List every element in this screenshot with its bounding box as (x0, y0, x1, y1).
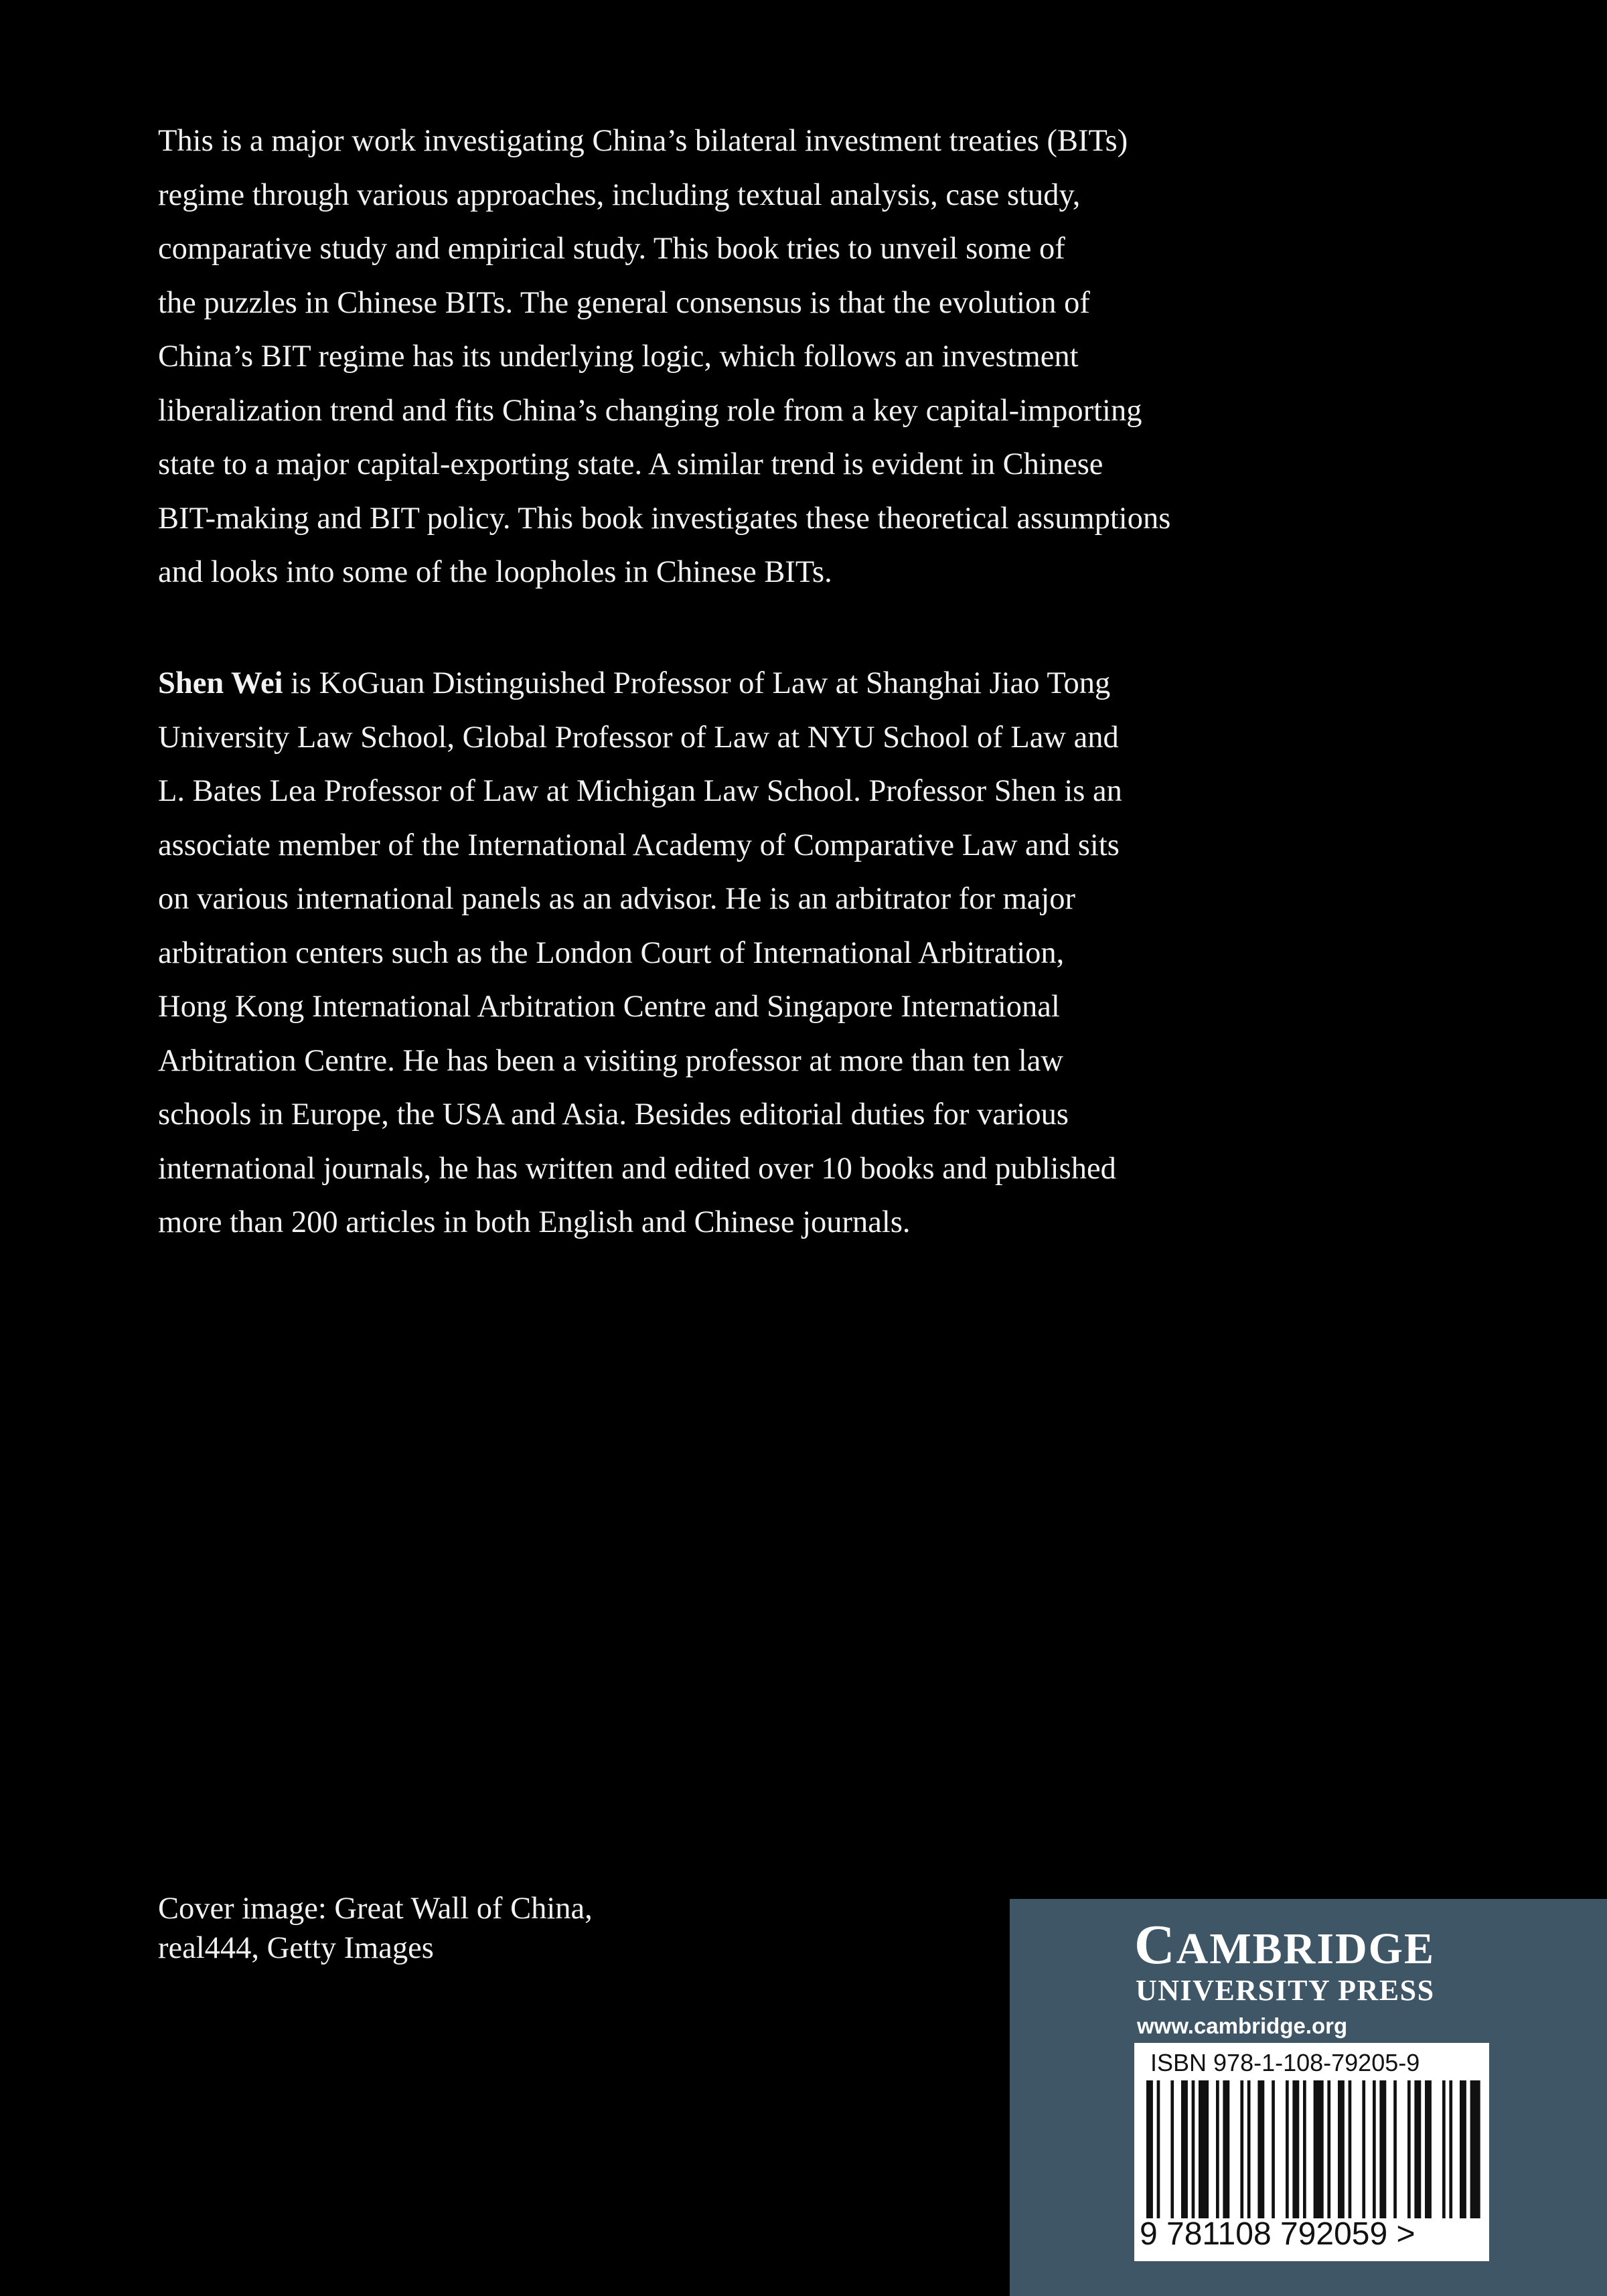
bio-line: Arbitration Centre. He has been a visiting professor at more than ten law (158, 1043, 1063, 1078)
barcode-digits: 9 781108 792059 > (1140, 2216, 1415, 2252)
barcode-bar (1286, 2080, 1289, 2218)
barcode-bar (1449, 2080, 1452, 2218)
description-line: state to a major capital-exporting state. A similar trend is evident in Chinese (158, 447, 1103, 481)
barcode-bar (1314, 2080, 1324, 2218)
publisher-logo (1134, 1915, 1435, 1979)
barcode-bar (1199, 2080, 1209, 2218)
cover-image-credit (158, 1889, 593, 1968)
description-line: regime through various approaches, including textual analysis, case study, (158, 177, 1081, 212)
publisher-website: www.cambridge.org (1137, 2013, 1348, 2038)
barcode-bar (1192, 2080, 1195, 2218)
barcode-bar (1240, 2080, 1243, 2218)
bio-first-line-text: is KoGuan Distinguished Professor of Law at Shanghai Jiao Tong (283, 666, 1111, 700)
barcode-bar (1223, 2080, 1229, 2218)
barcode-bar (1157, 2080, 1160, 2218)
bio-line: associate member of the International Academy of Comparative Law and sits (158, 828, 1120, 862)
barcode-bar (1303, 2080, 1306, 2218)
description-line: comparative study and empirical study. This book tries to unveil some of (158, 232, 1065, 266)
barcode-bars (1142, 2080, 1481, 2218)
barcode-bar (1442, 2080, 1446, 2218)
author-bio (158, 657, 1336, 1250)
barcode-bar (1292, 2080, 1299, 2218)
description-line: the puzzles in Chinese BITs. The general consensus is that the evolution of (158, 285, 1090, 320)
barcode-bar (1170, 2080, 1174, 2218)
bio-line: Hong Kong International Arbitration Centre and Singapore International (158, 990, 1060, 1024)
barcode-bar (1470, 2080, 1480, 2218)
description-line: liberalization trend and fits China’s changing role from a key capital-importing (158, 393, 1142, 428)
publisher-subtitle: UNIVERSITY PRESS (1136, 1974, 1435, 2007)
barcode-bar (1425, 2080, 1432, 2218)
barcode (1134, 2043, 1489, 2261)
bio-line: schools in Europe, the USA and Asia. Besides editorial duties for various (158, 1097, 1069, 1132)
bio-first-line (158, 657, 1336, 711)
logo-rest: AMBRIDGE (1176, 1924, 1436, 1973)
description-line: This is a major work investigating China’s bilateral investment treaties (BITs) (158, 124, 1128, 158)
barcode-bar (1181, 2080, 1188, 2218)
barcode-bar (1414, 2080, 1421, 2218)
barcode-bar (1362, 2080, 1365, 2218)
publisher-panel (1010, 1899, 1607, 2296)
barcode-bar (1393, 2080, 1397, 2218)
description-line: BIT-making and BIT policy. This book investigates these theoretical assumptions (158, 501, 1171, 536)
bio-line: on various international panels as an advisor. He is an arbitrator for major (158, 882, 1076, 916)
bio-line: more than 200 articles in both English and Chinese journals. (158, 1205, 911, 1239)
barcode-bar (1379, 2080, 1386, 2218)
author-name: Shen Wei (158, 666, 283, 700)
barcode-bar (1407, 2080, 1411, 2218)
barcode-bar (1349, 2080, 1352, 2218)
isbn-label: ISBN 978-1-108-79205-9 (1150, 2049, 1420, 2076)
logo-initial: C (1134, 1914, 1176, 1976)
barcode-bar (1460, 2080, 1466, 2218)
cover-credit-line: real444, Getty Images (158, 1931, 434, 1965)
barcode-bar (1327, 2080, 1330, 2218)
barcode-bar (1216, 2080, 1219, 2218)
barcode-bar (1146, 2080, 1153, 2218)
book-description (158, 114, 1336, 600)
bio-line: international journals, he has written and edited over 10 books and published (158, 1151, 1116, 1186)
bio-line: arbitration centers such as the London Court of International Arbitration, (158, 935, 1065, 970)
barcode-bar (1373, 2080, 1376, 2218)
description-line: and looks into some of the loopholes in Chinese BITs. (158, 555, 832, 589)
barcode-bar (1247, 2080, 1251, 2218)
barcode-bar (1272, 2080, 1275, 2218)
description-line: China’s BIT regime has its underlying logic, which follows an investment (158, 339, 1079, 374)
bio-line: University Law School, Global Professor of Law at NYU School of Law and (158, 720, 1119, 755)
barcode-bar (1338, 2080, 1345, 2218)
cover-credit-line: Cover image: Great Wall of China, (158, 1892, 593, 1926)
barcode-bar (1257, 2080, 1264, 2218)
bio-line: L. Bates Lea Professor of Law at Michigan Law School. Professor Shen is an (158, 774, 1122, 808)
